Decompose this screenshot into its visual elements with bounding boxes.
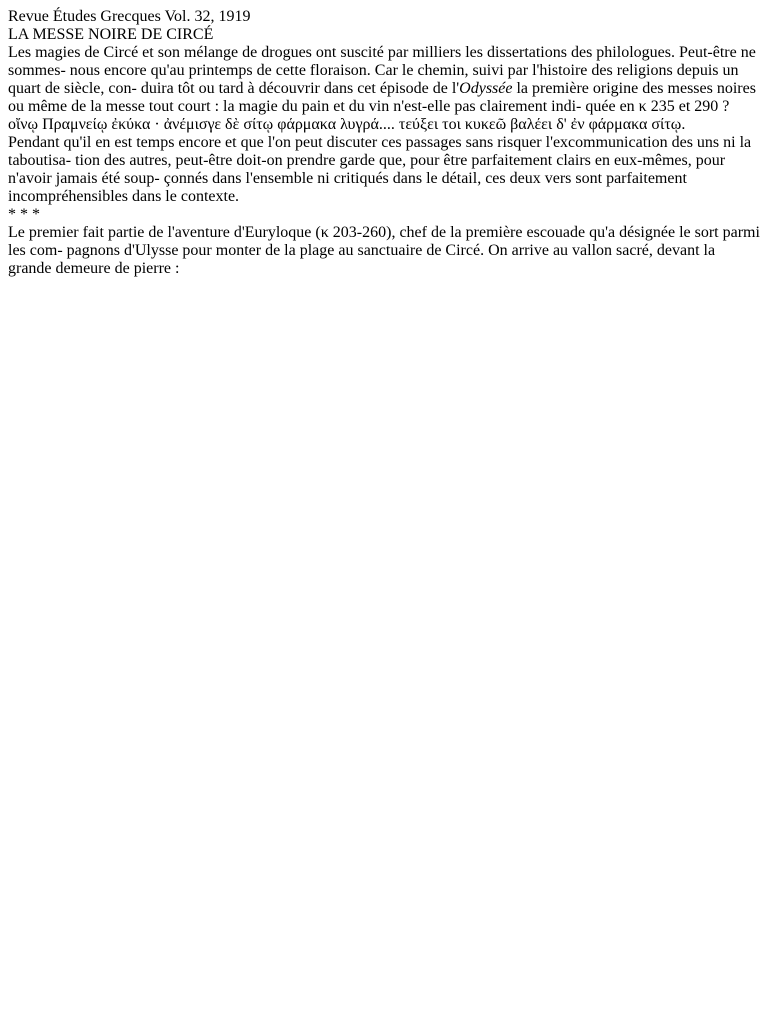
text-line: sont parfaitement incompréhensibles dans le contexte. <box>8 170 687 205</box>
text-line: tion des autres, peut-être doit-on prendre garde que, pour être <box>75 152 468 169</box>
text-line: Pendant qu'il en est temps encore et que l'on peut discuter ces <box>8 134 402 151</box>
paragraph-euryloque <box>8 224 760 278</box>
text-line: Les magies de Circé et son mélange de drogues ont suscité par <box>8 44 409 61</box>
text-line: quée en κ 235 et 290 ? <box>585 98 730 115</box>
text-line-with-italic <box>141 80 528 97</box>
asterisk: * <box>8 206 16 223</box>
asterisk: * <box>32 206 40 223</box>
text-line: On arrive au vallon sacré, devant la grande demeure de pierre : <box>8 242 716 277</box>
greek-verse: τεύξει τοι κυκεῶ βαλέει δ' ἐν φάρμακα σίτῳ. <box>398 116 686 133</box>
text-line: court : la magie du pain et du vin n'est-elle pas clairement indi- <box>177 98 582 115</box>
greek-verse: φάρμακα λυγρά.... <box>277 116 395 133</box>
text-line: çonnés dans l'ensemble ni critiqués dans le détail, ces deux vers <box>163 170 572 187</box>
text-line: pagnons d'Ulysse pour monter de la plage au sanctuaire de Circé. <box>66 242 485 259</box>
greek-verse: οἴνῳ Πραμνείῳ ἐκύκα · ἀνέμισγε δὲ σίτῳ <box>8 116 274 133</box>
text-line: parfaitement clairs en eux-mêmes, pour n'avoir jamais été soup- <box>8 152 726 187</box>
text-line: Le premier fait partie de l'aventure d'Euryloque (κ 203-260), <box>8 224 396 241</box>
article-title: LA MESSE NOIRE DE CIRCÉ <box>8 26 214 43</box>
scanned-page <box>8 8 760 278</box>
asterisk: * <box>20 206 28 223</box>
handwritten-journal-name: Revue Études Grecques <box>8 8 161 25</box>
odyssey-line: duira tôt ou tard à découvrir dans cet épisode de l'Odyssée la <box>140 80 529 97</box>
greek-quotation <box>8 116 760 134</box>
text-line: suivi par l'histoire des religions depuis un quart de siècle, con- <box>8 62 739 97</box>
text-line: chef de la première escouade qu'a désignée le sort parmi les com- <box>8 224 760 259</box>
paragraph-intro <box>8 44 760 116</box>
text-line: passages sans risquer l'excommunication des uns ni la taboutisa- <box>8 134 752 169</box>
section-asterism <box>8 206 760 224</box>
odyssey-italic: Odyssée <box>459 80 513 97</box>
handwritten-citation <box>8 8 760 26</box>
paragraph-argument <box>8 134 760 206</box>
text-line: nous encore qu'au printemps de cette floraison. Car le chemin, <box>69 62 469 79</box>
handwritten-volume-year: Vol. 32, 1919 <box>164 8 251 25</box>
text-line: première origine des messes noires ou même de la messe tout <box>8 80 756 115</box>
text-line: milliers les dissertations des philologues. Peut-être ne sommes- <box>8 44 756 79</box>
